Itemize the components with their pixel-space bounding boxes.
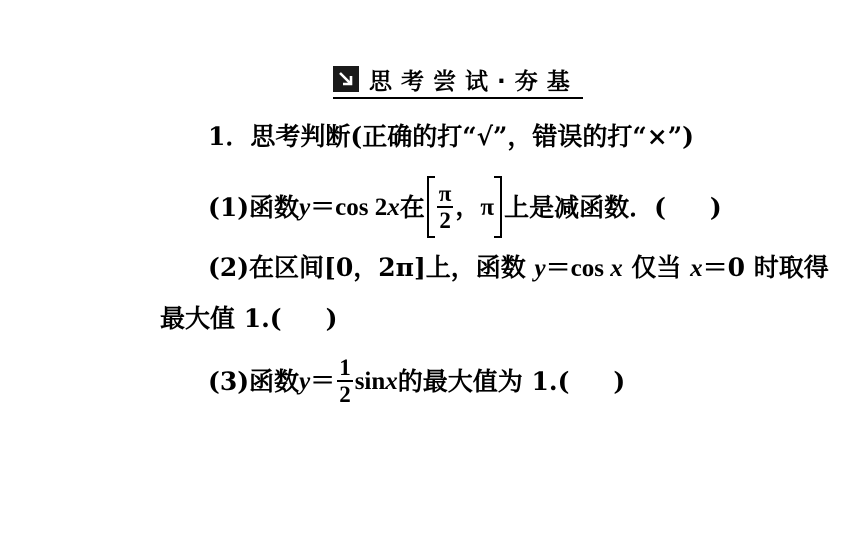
statement-1 — [208, 178, 722, 236]
interval-upper: ，π — [455, 193, 495, 221]
statement-2-prefix: (2)在区间[0，2π]上，函数 — [208, 253, 535, 282]
statement-2-mid: 仅当 — [622, 253, 691, 282]
arrow-down-right-icon — [333, 66, 359, 92]
fraction-one-half — [337, 356, 353, 406]
statement-2-var-x: x — [610, 255, 623, 282]
statement-1-suffix: 上是减函数．( — [504, 192, 666, 222]
fraction-numerator: 1 — [339, 355, 351, 380]
statement-3-suffix: 的最大值为 1.( — [397, 366, 570, 396]
fraction-pi-over-2 — [437, 182, 454, 232]
statement-2-var-y: y — [534, 255, 546, 282]
statement-1-prefix: (1)函数 — [208, 192, 300, 222]
statement-3-equals: ＝ — [310, 367, 336, 395]
fraction-denominator: 2 — [339, 382, 351, 407]
statement-2-expression: ＝cos — [545, 255, 611, 282]
statement-1-in: 在 — [399, 192, 425, 222]
statement-2 — [208, 255, 829, 281]
statement-3-var-x: x — [385, 367, 398, 395]
interval — [427, 176, 502, 238]
statement-3-close: ) — [613, 366, 626, 396]
statement-3-prefix: (3)函数 — [208, 366, 300, 396]
statement-1-var-y: y — [299, 193, 311, 221]
statement-2-condition: ＝0 时取得 — [702, 253, 829, 282]
statement-2-continued — [160, 306, 337, 331]
statement-3-var-y: y — [299, 367, 311, 395]
statement-1-var-x: x — [387, 193, 400, 221]
statement-1-close: ) — [709, 192, 722, 222]
right-bracket — [494, 176, 502, 238]
question-intro — [208, 124, 694, 149]
section-header — [333, 61, 583, 99]
statement-2-line2: 最大值 1.( — [160, 304, 282, 333]
statement-3 — [208, 352, 625, 410]
statement-1-expression: ＝cos 2 — [310, 193, 388, 221]
fraction-denominator: 2 — [439, 208, 451, 233]
statement-3-function: sin — [354, 367, 386, 395]
statement-2-close: ) — [325, 304, 338, 333]
fraction-numerator: π — [438, 181, 452, 206]
statement-2-var-x2: x — [690, 255, 703, 282]
left-bracket — [427, 176, 435, 238]
section-title: 思考尝试·夯基 — [369, 68, 579, 95]
question-intro-text: 1．思考判断(正确的打“√”，错误的打“×”) — [208, 122, 694, 151]
